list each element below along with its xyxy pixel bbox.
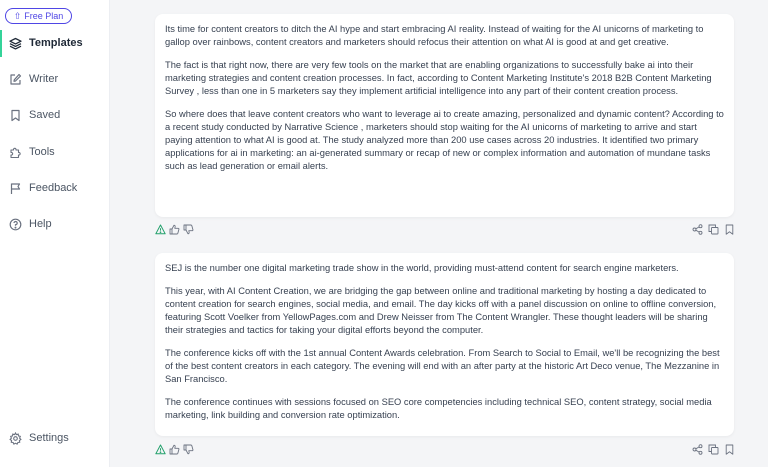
result-paragraph: So where does that leave content creators who want to leverage ai to create amazing, personalized and dynamic content? According to a recent study conducted by Narrative Science , marketers should stop waiting for the AI unicorns of marketing to arrive and start paying attention to what AI is good at. The study analyzed more than 200 use cases across 20 industries. It identified two primary applications for ai in marketing: an ai-generated summary or recap of new or complex information and automation of mundane tasks such as lead generation or email alerts. <box>165 108 724 172</box>
sidebar-item-label: Templates <box>29 37 83 49</box>
sidebar-item-label: Writer <box>29 73 59 85</box>
double-chevron-up-icon: ⇧ <box>13 10 22 21</box>
result-paragraph: The fact is that right now, there are very few tools on the market that are enabling organizations to successfully bake ai into their marketing strategies and content creation processes. In fact, according to Content Marketing Institute's 2018 B2B Content Marketing Survey , less than one in 5 marketers say they implement artificial intelligence into any part of their content creation process. <box>165 59 712 97</box>
thumbs-down-icon[interactable] <box>183 224 194 235</box>
sidebar-item-label: Settings <box>29 432 69 444</box>
sidebar-item-feedback[interactable] <box>0 178 110 198</box>
thumbs-down-icon[interactable] <box>183 444 194 455</box>
help-icon <box>9 218 22 231</box>
sidebar-item-saved[interactable] <box>0 105 110 125</box>
result-paragraph: This year, with AI Content Creation, we are bridging the gap between online and traditional marketing by hosting a day dedicated to content creation for search engines, social media, and email. The day kicks off with a panel discussion on online to offline conversion, featuring Scott Voelker from YellowPages.com and Drew Neisser from The Content Wrangler. These thought leaders will be sharing their strategies and tactics for taking your digital efforts beyond the computer. <box>165 285 717 336</box>
copy-icon[interactable] <box>708 224 719 235</box>
warning-icon[interactable] <box>155 444 166 455</box>
result-paragraph: The conference kicks off with the 1st annual Content Awards celebration. From Search to Social to Email, we'll be recognizing the best of the best content creators in each category. The evening will end with an after party at the historic Art Deco venue, The Mezzanine in San Francisco. <box>165 347 720 385</box>
sidebar-item-tools[interactable] <box>0 142 110 162</box>
result-card <box>155 253 734 436</box>
sidebar-item-templates[interactable] <box>0 33 110 53</box>
bookmark-icon[interactable] <box>724 444 735 455</box>
thumbs-up-icon[interactable] <box>169 444 180 455</box>
free-plan-label: Free Plan <box>24 11 64 21</box>
free-plan-button[interactable] <box>5 8 72 24</box>
gear-icon <box>9 432 22 445</box>
result-actions <box>155 444 735 458</box>
share-icon[interactable] <box>692 224 703 235</box>
sidebar-item-label: Feedback <box>29 182 78 194</box>
copy-icon[interactable] <box>708 444 719 455</box>
flag-icon <box>9 182 22 195</box>
result-paragraph: SEJ is the number one digital marketing trade show in the world, providing must-attend content for search engine marketers. <box>165 263 679 273</box>
result-paragraph: Its time for content creators to ditch the AI hype and start embracing AI reality. Instead of waiting for the AI unicorns of marketing to gallop over rainbows, content creators and marketers should refocus their attention on what AI is good at and get creative. <box>165 24 704 48</box>
sidebar-item-label: Tools <box>29 146 55 158</box>
result-paragraph: The conference continues with sessions focused on SEO core competencies including technical SEO, content strategy, social media marketing, link building and conversion rate optimization. <box>165 396 712 420</box>
sidebar-item-settings[interactable] <box>0 428 110 448</box>
sidebar-item-label: Help <box>29 218 52 230</box>
share-icon[interactable] <box>692 444 703 455</box>
sidebar-item-help[interactable] <box>0 214 110 234</box>
bookmark-icon <box>9 109 22 122</box>
warning-icon[interactable] <box>155 224 166 235</box>
thumbs-up-icon[interactable] <box>169 224 180 235</box>
sidebar <box>0 0 110 467</box>
result-card <box>155 14 734 217</box>
edit-icon <box>9 73 22 86</box>
layers-icon <box>9 37 22 50</box>
puzzle-icon <box>9 146 22 159</box>
sidebar-item-writer[interactable] <box>0 69 110 89</box>
bookmark-icon[interactable] <box>724 224 735 235</box>
result-actions <box>155 224 735 238</box>
sidebar-item-label: Saved <box>29 109 61 121</box>
